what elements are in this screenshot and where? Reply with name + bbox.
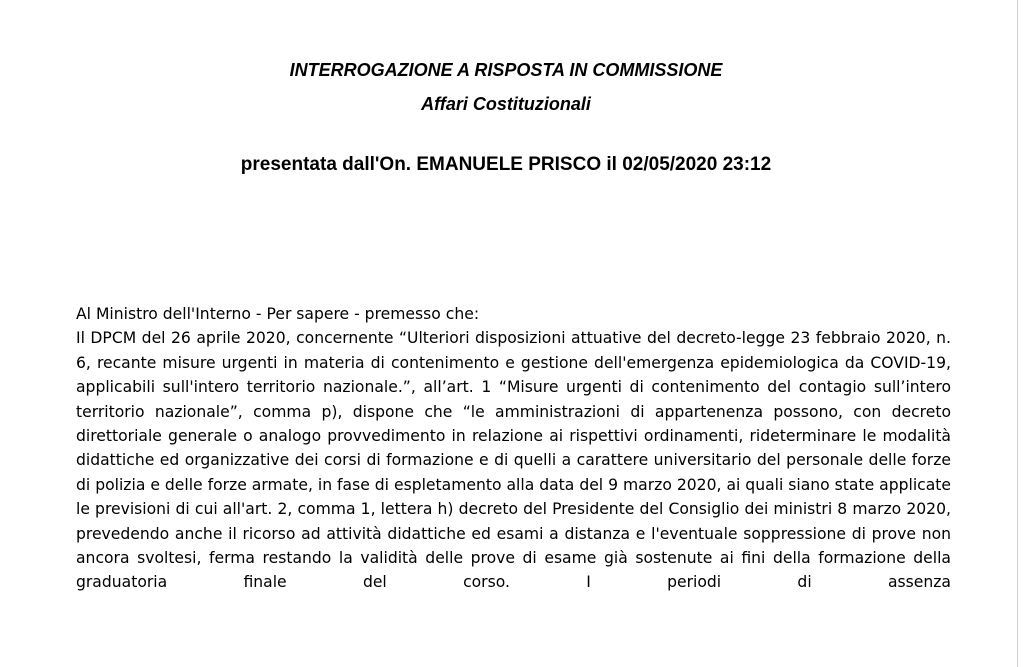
commission-name: Affari Costituzionali — [421, 94, 591, 114]
body-paragraph: Il DPCM del 26 aprile 2020, concernente “Ulteriori disposizioni attuative del decreto-legge 23 febbraio 2020, n. 6, recante misure urgenti in materia di contenimento e gestione dell'emergenza epidemiologica da COVID-19, applicabili sull'intero territorio nazionale.”, all’art. 1 “Misure urgenti di contenimento del contagio sull’intero territorio nazionale”, comma p), dispone che “le amministrazioni di appartenenza possono, con decreto direttoriale generale o analogo provvedimento in relazione ai rispettivi ordinamenti, rideterminare le modalità didattiche ed organizzative dei corsi di formazione e di quelli a carattere universitario del personale delle forze di polizia e delle forze armate, in fase di espletamento alla data del 9 marzo 2020, ai quali siano state applicate le previsioni di cui all'art. 2, comma 1, lettera h) decreto del Presidente del Consiglio dei ministri 8 marzo 2020, prevedendo anche il ricorso ad attività didattiche ed esami a distanza e l'eventuale soppressione di prove non ancora svoltesi, ferma restando la validità delle prove di esame già sostenute ai fini della formazione della graduatoria finale del corso. I periodi di assenza — [76, 329, 951, 592]
intro-line: Al Ministro dell'Interno - Per sapere - premesso che: — [76, 305, 480, 323]
document-body — [76, 302, 951, 595]
document-title: INTERROGAZIONE A RISPOSTA IN COMMISSIONE — [289, 60, 723, 80]
page-edge-divider — [1017, 0, 1018, 667]
presenter-line: presentata dall'On. EMANUELE PRISCO il 02/05/2020 23:12 — [240, 154, 772, 175]
